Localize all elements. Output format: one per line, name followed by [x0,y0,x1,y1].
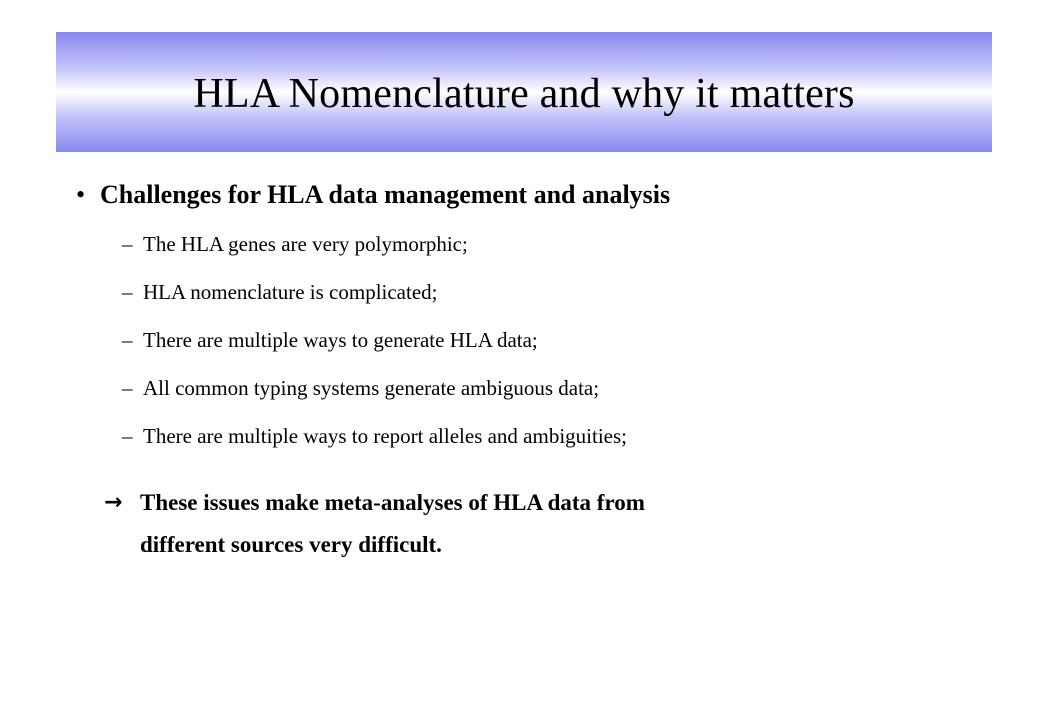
title-banner [56,32,992,152]
dash-marker: – [122,424,133,448]
main-bullet [76,180,670,210]
dash-marker: – [122,376,133,400]
dash-marker: – [122,232,133,256]
slide-title: HLA Nomenclature and why it matters [193,71,855,117]
conclusion [104,482,860,566]
conclusion-text [140,482,860,566]
sub-bullet-text: All common typing systems generate ambiguous data; [143,376,600,400]
sub-bullet-item [122,328,627,376]
conclusion-line-2: different sources very difficult. [140,532,442,557]
sub-bullet-text: The HLA genes are very polymorphic; [143,232,468,256]
sub-bullet-item [122,424,627,472]
bullet-marker: • [76,180,86,209]
sub-bullet-text: There are multiple ways to report alleles and ambiguities; [143,424,628,448]
dash-marker: – [122,280,133,304]
conclusion-line-1: These issues make meta-analyses of HLA data from [140,490,645,515]
main-bullet-text: Challenges for HLA data management and analysis [100,180,671,209]
dash-marker: – [122,328,133,352]
sub-bullet-item [122,280,627,328]
arrow-right-icon: → [104,490,123,515]
sub-bullet-item [122,376,627,424]
sub-bullet-item [122,232,627,280]
sub-bullet-text: HLA nomenclature is complicated; [143,280,438,304]
sub-bullet-text: There are multiple ways to generate HLA data; [143,328,538,352]
sub-bullet-list [122,232,627,472]
